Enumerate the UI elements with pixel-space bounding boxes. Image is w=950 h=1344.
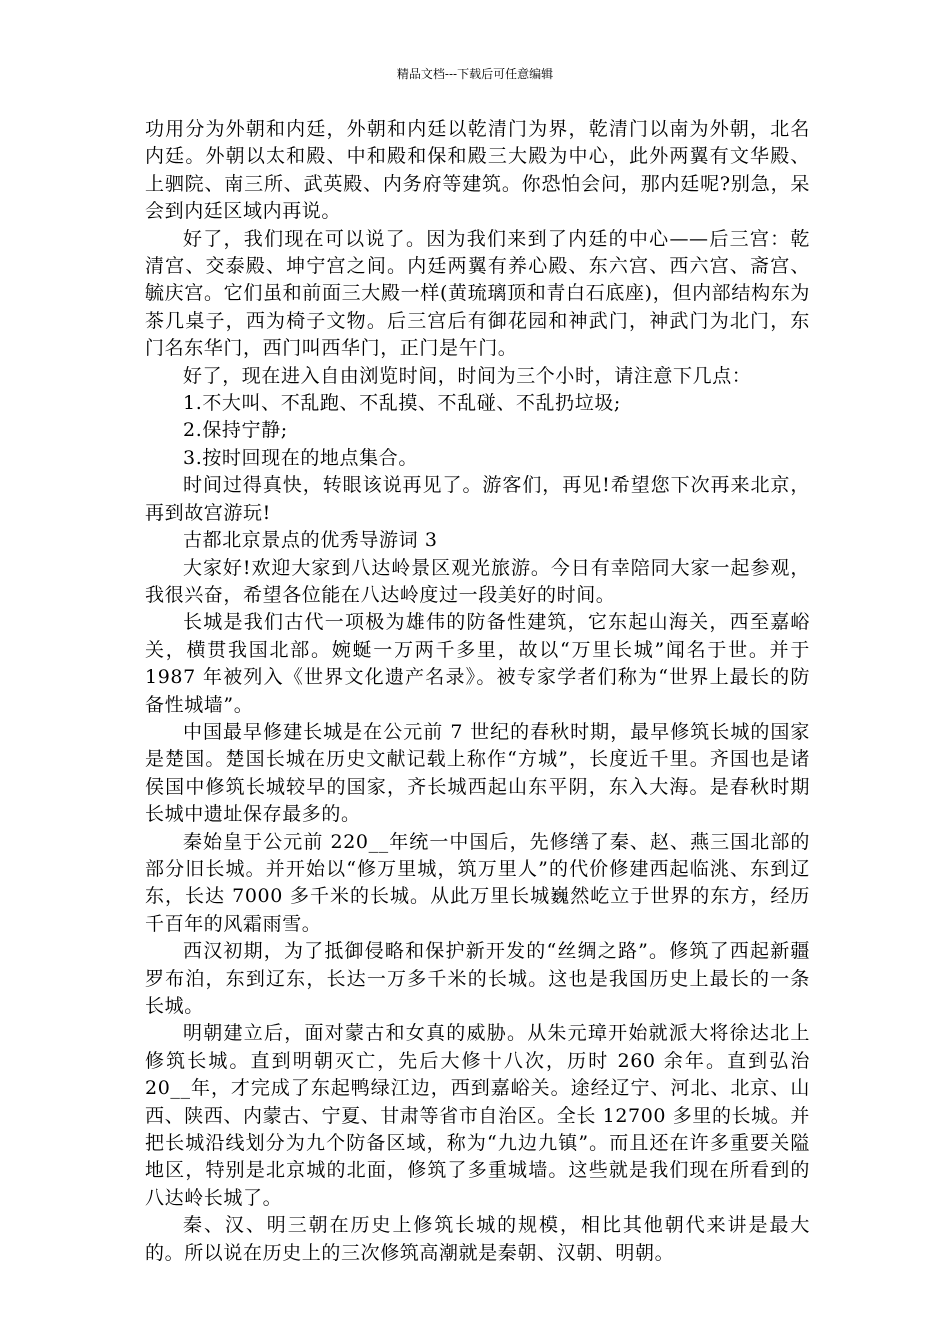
rule-item-1: 1.不大叫、不乱跑、不乱摸、不乱碰、不乱扔垃圾; — [183, 392, 621, 415]
document-body — [145, 116, 810, 1267]
rule-item-3: 3.按时回现在的地点集合。 — [183, 446, 418, 469]
section-heading-guide-3: 古都北京景点的优秀导游词 3 — [183, 529, 438, 552]
paragraph-earliest-walls: 中国最早修建长城是在公元前 7 世纪的春秋时期，最早修筑长城的国家是楚国。楚国长城在历史文献记载上称作“方城”，长度近千里。齐国也是诸侯国中修筑长城较早的国家，齐长城西起山东平阴，东入大海。是春秋时期长城中遗址保存最多的。 — [145, 720, 810, 826]
paragraph-welcome-badaling: 大家好!欢迎大家到八达岭景区观光旅游。今日有幸陪同大家一起参观，我很兴奋，希望各位能在八达岭度过一段美好的时间。 — [145, 556, 810, 606]
paragraph-western-han: 西汉初期，为了抵御侵略和保护新开发的“丝绸之路”。修筑了西起新疆罗布泊，东到辽东，长达一万多千米的长城。这也是我国历史上最长的一条长城。 — [145, 940, 810, 1017]
rule-item-2: 2.保持宁静; — [183, 419, 288, 442]
paragraph-outer-inner-court: 功用分为外朝和内廷，外朝和内廷以乾清门为界，乾清门以南为外朝，北名内廷。外朝以太和殿、中和殿和保和殿三大殿为中心，此外两翼有文华殿、上驷院、南三所、武英殿、内务府等建筑。你恐怕会问，那内廷呢?别急，呆会到内廷区域内再说。 — [145, 118, 810, 223]
paragraph-three-dynasties: 秦、汉、明三朝在历史上修筑长城的规模，相比其他朝代来讲是最大的。所以说在历史上的三次修筑高潮就是秦朝、汉朝、明朝。 — [145, 1214, 810, 1264]
paragraph-three-rear-palaces: 好了，我们现在可以说了。因为我们来到了内廷的中心——后三宫：乾清宫、交泰殿、坤宁宫之间。内廷两翼有养心殿、东六宫、西六宫、斋宫、毓庆宫。它们虽和前面三大殿一样(黄琉璃顶和青白石底座)，但内部结构东为茶几桌子，西为椅子文物。后三宫后有御花园和神武门，神武门为北门，东门名东华门，西门叫西华门，正门是午门。 — [145, 227, 810, 360]
paragraph-great-wall-intro: 长城是我们古代一项极为雄伟的防备性建筑，它东起山海关，西至嘉峪关，横贯我国北部。婉蜒一万两千多里，故以“万里长城”闻名于世。并于 1987 年被列入《世界文化遗产名录》。被专家学者们称为“世界上最长的防备性城墙”。 — [145, 611, 810, 716]
paragraph-farewell: 时间过得真快，转眼该说再见了。游客们，再见!希望您下次再来北京，再到故宫游玩! — [145, 474, 810, 524]
paragraph-qin-dynasty: 秦始皇于公元前 220__年统一中国后，先修缮了秦、赵、燕三国北部的部分旧长城。并开始以“修万里城，筑万里人”的代价修建西起临洮、东到辽东，长达 7000 多千米的长城。从此万里长城巍然屹立于世界的东方，经历千百年的风霜雨雪。 — [145, 830, 810, 935]
page-header: 精品文档---下载后可任意编辑 — [396, 67, 554, 81]
paragraph-free-time: 好了，现在进入自由浏览时间，时间为三个小时，请注意下几点： — [183, 364, 752, 387]
paragraph-ming-dynasty: 明朝建立后，面对蒙古和女真的威胁。从朱元璋开始就派大将徐达北上修筑长城。直到明朝灭亡，先后大修十八次，历时 260 余年。直到弘治 20__年，才完成了东起鸭绿江边，西到嘉峪关。途经辽宁、河北、北京、山西、陕西、内蒙古、宁夏、甘肃等省市自治区。全长 12700 多里的长城。并把长城沿线划分为九个防备区域，称为“九边九镇”。而且还在许多重要关隘地区，特别是北京城的北面，修筑了多重城墙。这些就是我们现在所看到的八达岭长城了。 — [145, 1022, 810, 1209]
